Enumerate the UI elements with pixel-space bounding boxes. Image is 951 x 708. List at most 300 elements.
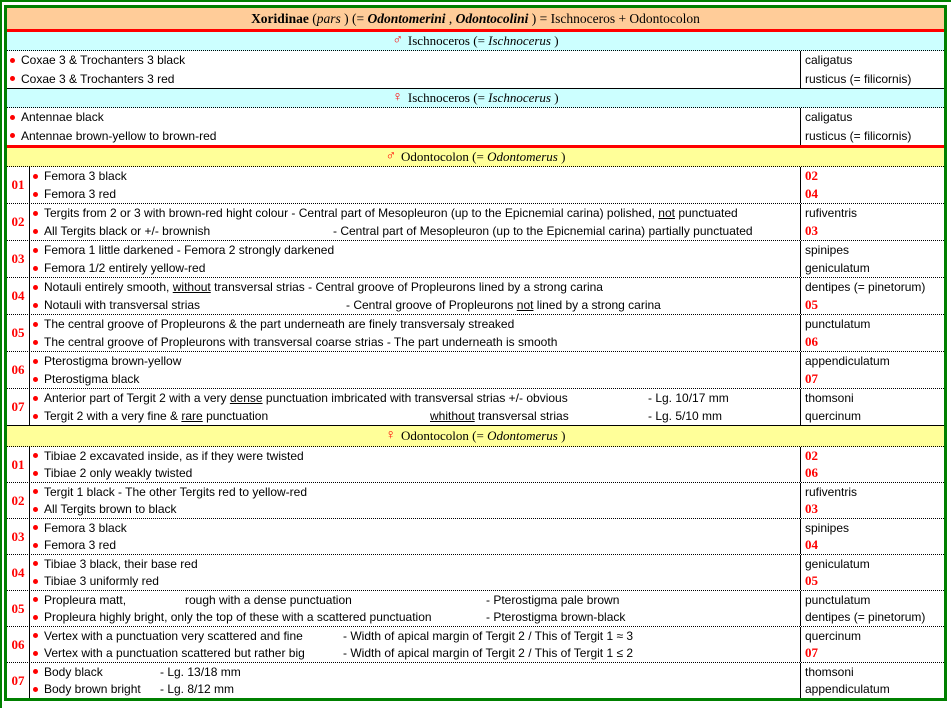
option-text: [486, 610, 625, 624]
option-line: [30, 555, 800, 573]
answers-cell: [800, 51, 944, 88]
female-symbol-icon: ♀: [385, 428, 397, 443]
answer-text: rufiventris: [805, 206, 858, 220]
option-text: [21, 72, 174, 86]
answer-text: caligatus: [805, 53, 853, 68]
bullet-icon: [33, 359, 38, 364]
option-line: [30, 296, 800, 314]
answer-text: 05: [805, 297, 818, 312]
option-text: [44, 449, 304, 463]
answers-cell: [800, 278, 944, 314]
option-text-segment: Antennae black: [21, 110, 104, 125]
option-text-segment: not: [516, 298, 534, 312]
option-text: [44, 610, 432, 624]
answer-text: 02: [805, 168, 818, 183]
option-text: [343, 646, 633, 660]
title-segment: (: [312, 10, 317, 26]
option-line: [30, 167, 800, 185]
option-text-segment: rough with a dense punctuation: [185, 592, 352, 607]
option-text-segment: Notauli entirely smooth,: [44, 280, 173, 294]
title-segment: ,: [445, 10, 456, 26]
couplet-row: [7, 278, 944, 315]
option-text-segment: Tergit 1 black - The other Tergits red to yellow-red: [44, 484, 308, 499]
answer-text: rusticus (= filicornis): [805, 128, 912, 143]
couplet-row: [7, 591, 944, 627]
option-text: [185, 593, 352, 607]
option-text: [44, 224, 210, 238]
option-line: [7, 70, 800, 89]
title-segment: pars: [316, 10, 341, 26]
answers-cell: [800, 315, 944, 351]
couplet-number: 05: [7, 591, 30, 626]
couplet-number: 05: [7, 315, 30, 351]
option-line: [30, 519, 800, 537]
male-symbol-icon: ♂: [385, 149, 397, 164]
answer-text: spinipes: [805, 520, 850, 535]
answer-line: [801, 222, 944, 240]
bullet-icon: [33, 266, 38, 271]
section-header-tail: ): [550, 90, 559, 105]
section-rows-ischnoceros-male: [7, 51, 944, 88]
option-text-segment: - Lg. 13/18 mm: [160, 664, 241, 679]
option-line: [30, 591, 800, 609]
option-line: [30, 501, 800, 519]
answer-text: 03: [805, 223, 818, 238]
option-text-segment: transversal strias: [474, 409, 569, 423]
answer-line: [801, 519, 944, 537]
option-text: [44, 243, 334, 257]
answers-cell: [800, 483, 944, 518]
option-text-segment: not: [658, 206, 675, 220]
option-text-segment: punctuation: [202, 409, 269, 423]
option-line: [30, 370, 800, 388]
option-text-segment: - Pterostigma pale brown: [486, 592, 620, 607]
option-text: [44, 354, 181, 368]
option-line: [30, 681, 800, 699]
option-text-segment: Body black: [44, 664, 103, 679]
option-text: [44, 372, 139, 386]
section-genus-label: Odontocolon (=: [401, 149, 488, 164]
option-line: [30, 333, 800, 351]
couplet-row: [7, 483, 944, 519]
answer-line: [801, 315, 944, 333]
options-cell: [30, 591, 800, 626]
answer-line: [801, 296, 944, 314]
couplet-number: 06: [7, 352, 30, 388]
answers-cell: [800, 204, 944, 240]
answer-line: [801, 537, 944, 555]
bullet-icon: [33, 414, 38, 419]
answer-text: 02: [805, 447, 818, 463]
answer-text: 04: [805, 186, 818, 201]
section-header-tail: ): [557, 149, 566, 164]
option-text-segment: Tibiae 2 only weakly twisted: [44, 466, 193, 481]
option-text: [333, 224, 753, 238]
option-text-segment: All Tergits brown to black: [44, 502, 177, 517]
couplet-number: 02: [7, 483, 30, 518]
bullet-icon: [33, 471, 38, 476]
option-text: [346, 298, 661, 312]
option-text: [44, 206, 738, 220]
section-header-odontocolon-female: [7, 425, 944, 447]
bullet-icon: [33, 633, 38, 638]
answer-text: rusticus (= filicornis): [805, 71, 912, 86]
couplet-row: [7, 519, 944, 555]
option-text-segment: Body brown bright: [44, 682, 141, 697]
answer-text: punctulatum: [805, 317, 871, 331]
answers-cell: [800, 447, 944, 482]
option-text: [44, 335, 557, 349]
answer-text: 06: [805, 465, 818, 481]
answer-text: caligatus: [805, 110, 853, 125]
options-cell: [30, 352, 800, 388]
option-text: [44, 593, 126, 607]
bullet-icon: [33, 229, 38, 234]
option-line: [30, 352, 800, 370]
section-header-tail: ): [557, 428, 566, 443]
option-line: [30, 627, 800, 645]
couplet-number: 04: [7, 555, 30, 590]
bullet-icon: [33, 489, 38, 494]
option-text: [44, 485, 307, 499]
option-text: [160, 665, 241, 679]
option-text-segment: The central groove of Propleurons & the part underneath are finely transversaly streaked: [44, 317, 515, 331]
option-text: [44, 391, 568, 405]
couplet-number: 06: [7, 627, 30, 662]
page-left-border: [0, 0, 2, 708]
bullet-icon: [33, 669, 38, 674]
option-text: [648, 409, 722, 423]
option-text-segment: Vertex with a punctuation very scattered and fine: [44, 628, 303, 643]
answer-text: quercinum: [805, 409, 862, 423]
bullet-icon: [33, 211, 38, 216]
section-synonym-label: Ischnocerus: [488, 90, 551, 105]
option-line: [7, 127, 800, 146]
option-line: [30, 573, 800, 591]
option-text-segment: - Width of apical margin of Tergit 2 / This of Tergit 1 ≈ 3: [343, 628, 634, 643]
answer-line: [801, 352, 944, 370]
option-text-segment: - Width of apical margin of Tergit 2 / This of Tergit 1 ≤ 2: [343, 646, 634, 661]
option-line: [30, 483, 800, 501]
title-segment: Odontomerini: [367, 10, 446, 26]
option-text-segment: punctuation imbricated with transversal strias +/- obvious: [262, 391, 568, 405]
couplet-row: [7, 627, 944, 663]
option-text: [44, 538, 116, 552]
couplet-number: 01: [7, 447, 30, 482]
answer-text: appendiculatum: [805, 354, 890, 368]
options-cell: [7, 51, 800, 88]
section-synonym-label: Ischnocerus: [488, 33, 551, 48]
answer-line: [801, 167, 944, 185]
option-text-segment: transversal strias - Central groove of Propleurons lined by a strong carina: [210, 280, 603, 294]
answer-text: dentipes (= pinetorum): [805, 280, 926, 294]
answer-line: [801, 501, 944, 519]
couplet-row: [7, 108, 944, 145]
section-genus-label: Ischnoceros (=: [407, 90, 489, 105]
option-text: [44, 557, 198, 571]
option-line: [30, 663, 800, 681]
option-text: [21, 53, 185, 67]
options-cell: [30, 519, 800, 554]
options-cell: [30, 483, 800, 518]
couplet-number: 03: [7, 519, 30, 554]
option-text-segment: - Lg. 10/17 mm: [648, 391, 729, 405]
option-line: [30, 645, 800, 663]
option-text-segment: - Central groove of Propleurons: [346, 298, 517, 312]
option-text: [44, 521, 127, 535]
option-text-segment: Tergit 2 with a very fine &: [44, 409, 182, 423]
title-segment: ) (=: [340, 10, 368, 26]
option-text: [44, 646, 305, 660]
answer-line: [801, 663, 944, 681]
option-text: [343, 629, 633, 643]
answer-line: [801, 185, 944, 203]
male-symbol-icon: ♂: [392, 33, 403, 48]
bullet-icon: [33, 377, 38, 382]
bullet-icon: [33, 579, 38, 584]
couplet-row: [7, 663, 944, 698]
section-rows-ischnoceros-female: [7, 108, 944, 145]
option-text: [44, 280, 603, 294]
option-text-segment: Femora 3 black: [44, 520, 127, 535]
answers-cell: [800, 167, 944, 203]
section-synonym-label: Odontomerus: [487, 149, 558, 164]
option-text-segment: Vertex with a punctuation scattered but rather big: [44, 646, 305, 661]
bullet-icon: [33, 687, 38, 692]
option-text-segment: Femora 3 red: [44, 187, 117, 201]
bullet-icon: [10, 58, 15, 63]
option-text: [44, 187, 116, 201]
couplet-row: [7, 241, 944, 278]
page-top-border: [0, 0, 951, 2]
answers-cell: [800, 555, 944, 590]
option-text: [44, 629, 303, 643]
options-cell: [30, 663, 800, 698]
option-line: [30, 609, 800, 627]
identification-key-table: [4, 5, 947, 701]
bullet-icon: [33, 192, 38, 197]
couplet-number: 03: [7, 241, 30, 277]
answer-text: 04: [805, 537, 818, 553]
option-line: [30, 537, 800, 555]
option-text-segment: lined by a strong carina: [533, 298, 661, 312]
answer-line: [801, 70, 944, 89]
couplet-row: [7, 352, 944, 389]
answer-text: geniculatum: [805, 261, 870, 275]
option-line: [30, 204, 800, 222]
bullet-icon: [33, 340, 38, 345]
option-text-segment: Femora 3 black: [44, 169, 127, 183]
option-text-segment: Antennae brown-yellow to brown-red: [21, 128, 217, 143]
title-segment: Odontocolini: [455, 10, 529, 26]
option-text-segment: Tergits from 2 or 3 with brown-red hight colour - Central part of Mesopleuron (up to the Epicnemial carina) polished,: [44, 206, 659, 220]
option-line: [30, 278, 800, 296]
bullet-icon: [33, 453, 38, 458]
option-text-segment: rare: [181, 409, 203, 423]
option-text-segment: Pterostigma brown-yellow: [44, 354, 182, 368]
options-cell: [30, 315, 800, 351]
bullet-icon: [33, 285, 38, 290]
answers-cell: [800, 519, 944, 554]
answer-line: [801, 259, 944, 277]
options-cell: [7, 108, 800, 145]
option-text-segment: Anterior part of Tergit 2 with a very: [44, 391, 230, 405]
section-rows-odontocolon-female: [7, 447, 944, 698]
answer-text: spinipes: [805, 243, 850, 257]
option-text: [44, 466, 192, 480]
option-text: [44, 502, 177, 516]
bullet-icon: [33, 322, 38, 327]
option-text: [21, 129, 216, 143]
section-rows-odontocolon-male: [7, 167, 944, 425]
answer-text: rufiventris: [805, 484, 858, 499]
options-cell: [30, 241, 800, 277]
option-text-segment: Femora 1/2 entirely yellow-red: [44, 261, 206, 275]
option-text: [44, 261, 205, 275]
option-line: [30, 389, 800, 407]
option-text: [44, 574, 159, 588]
bullet-icon: [33, 248, 38, 253]
answer-line: [801, 370, 944, 388]
option-text-segment: Coxae 3 & Trochanters 3 black: [21, 53, 186, 68]
bullet-icon: [33, 561, 38, 566]
answers-cell: [800, 108, 944, 145]
option-line: [30, 407, 800, 425]
answer-line: [801, 333, 944, 351]
answers-cell: [800, 241, 944, 277]
option-line: [30, 185, 800, 203]
answers-cell: [800, 591, 944, 626]
options-cell: [30, 167, 800, 203]
option-text-segment: Tibiae 3 black, their base red: [44, 556, 198, 571]
answer-text: appendiculatum: [805, 682, 890, 697]
option-text-segment: dense: [229, 391, 263, 405]
answer-line: [801, 627, 944, 645]
answer-line: [801, 591, 944, 609]
answer-line: [801, 645, 944, 663]
title-segment: Xoridinae: [251, 10, 313, 26]
answer-text: quercinum: [805, 628, 862, 643]
couplet-row: [7, 167, 944, 204]
couplet-row: [7, 447, 944, 483]
section-header-tail: ): [550, 33, 559, 48]
option-text-segment: Femora 3 red: [44, 538, 117, 553]
answer-text: dentipes (= pinetorum): [805, 610, 926, 625]
answer-text: punctulatum: [805, 592, 871, 607]
options-cell: [30, 278, 800, 314]
option-text-segment: punctuated: [674, 206, 738, 220]
couplet-row: [7, 315, 944, 352]
answer-line: [801, 278, 944, 296]
section-header-odontocolon-male: [7, 145, 944, 167]
options-cell: [30, 627, 800, 662]
section-header-ischnoceros-female: [7, 88, 944, 108]
options-cell: [30, 204, 800, 240]
option-text-segment: without: [172, 280, 211, 294]
couplet-number: 07: [7, 663, 30, 698]
option-text-segment: - Central part of Mesopleuron (up to the Epicnemial carina) partially punctuated: [333, 224, 753, 238]
answers-cell: [800, 389, 944, 425]
option-text: [160, 682, 234, 696]
answer-line: [801, 609, 944, 627]
answer-line: [801, 681, 944, 699]
option-line: [30, 259, 800, 277]
section-synonym-label: Odontomerus: [487, 428, 558, 443]
option-text-segment: - Lg. 5/10 mm: [648, 409, 723, 423]
option-text-segment: Notauli with transversal strias: [44, 298, 201, 312]
answer-text: 07: [805, 645, 818, 661]
answer-line: [801, 127, 944, 146]
option-text-segment: The central groove of Propleurons with transversal coarse strias - The part underneath is smooth: [44, 335, 558, 349]
answer-text: thomsoni: [805, 664, 854, 679]
couplet-row: [7, 555, 944, 591]
section-genus-label: Odontocolon (=: [401, 428, 488, 443]
option-line: [30, 315, 800, 333]
answer-line: [801, 483, 944, 501]
option-line: [30, 447, 800, 465]
bullet-icon: [33, 597, 38, 602]
section-genus-label: Ischnoceros (=: [407, 33, 489, 48]
couplet-row: [7, 51, 944, 88]
answer-line: [801, 241, 944, 259]
bullet-icon: [10, 133, 15, 138]
couplet-number: 07: [7, 389, 30, 425]
option-text: [44, 409, 268, 423]
couplet-row: [7, 204, 944, 241]
option-text-segment: All Tergits black or +/- brownish: [44, 224, 211, 238]
bullet-icon: [33, 396, 38, 401]
option-text-segment: Pterostigma black: [44, 372, 140, 386]
option-text-segment: Propleura highly bright, only the top of these with a scattered punctuation: [44, 610, 432, 625]
female-symbol-icon: ♀: [392, 90, 403, 105]
options-cell: [30, 447, 800, 482]
option-text: [648, 391, 729, 405]
option-text: [430, 409, 569, 423]
bullet-icon: [33, 525, 38, 530]
option-text-segment: Coxae 3 & Trochanters 3 red: [21, 71, 175, 86]
couplet-row: [7, 389, 944, 425]
option-line: [30, 465, 800, 483]
option-text: [44, 169, 127, 183]
option-text: [44, 317, 514, 331]
option-text: [486, 593, 619, 607]
bullet-icon: [33, 543, 38, 548]
option-text: [44, 665, 103, 679]
option-line: [30, 222, 800, 240]
couplet-number: 04: [7, 278, 30, 314]
answer-line: [801, 51, 944, 70]
option-text-segment: whithout: [430, 409, 475, 423]
title-segment: ) = Ischnoceros + Odontocolon: [528, 10, 700, 26]
answer-line: [801, 407, 944, 425]
option-line: [7, 108, 800, 127]
option-line: [7, 51, 800, 70]
answer-text: thomsoni: [805, 391, 854, 405]
answer-text: 05: [805, 573, 818, 589]
options-cell: [30, 389, 800, 425]
option-text: [44, 298, 200, 312]
option-text: [21, 110, 104, 124]
answers-cell: [800, 352, 944, 388]
option-text: [44, 682, 141, 696]
answer-line: [801, 204, 944, 222]
couplet-number: 02: [7, 204, 30, 240]
answers-cell: [800, 663, 944, 698]
couplet-number: 01: [7, 167, 30, 203]
bullet-icon: [33, 303, 38, 308]
option-text-segment: Tibiae 3 uniformly red: [44, 574, 159, 589]
option-text-segment: - Lg. 8/12 mm: [160, 682, 235, 697]
